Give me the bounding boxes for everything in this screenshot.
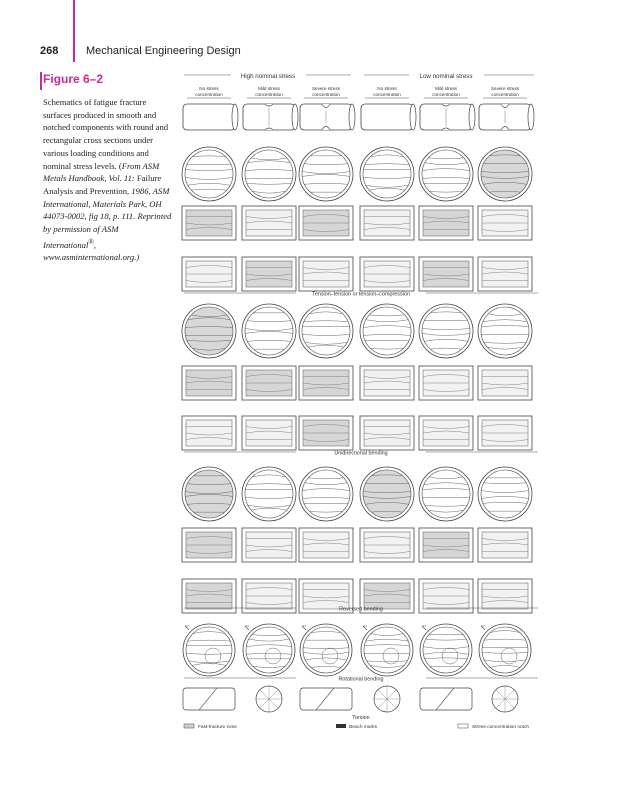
unibend-rect-b-5 <box>419 416 473 450</box>
unibend-round-6 <box>478 304 532 358</box>
legend-swatch-beach-marks <box>336 724 346 728</box>
tension-rect-a-6 <box>478 206 532 240</box>
section-face <box>246 261 292 287</box>
legend-beach-marks: Beach marks <box>349 725 377 730</box>
tension-rect-b-6 <box>478 257 532 291</box>
rotbend-round-1 <box>183 624 235 676</box>
figure-caption: Schematics of fatigue fracture surfaces produced in smooth and notched components with round and rectangular cross sections under various loading conditions and nominal stress levels. (From ASM Metals Handbook, Vol. 11: Failure Analysis and Prevention, 1986, ASM International, Materials Park, OH 44073-0002, fig 18, p. 111. Reprinted by permission of ASM International®, www.asminternational.org.) <box>43 97 172 263</box>
unibend-rect-a-5 <box>419 366 473 400</box>
specimen-sketch <box>243 104 298 130</box>
section-face <box>482 627 528 673</box>
tension-rect-b-3 <box>299 257 353 291</box>
section-label-reversed: Reversed bending <box>339 606 383 613</box>
section-face <box>481 307 529 355</box>
section-face <box>364 370 410 396</box>
rotbend-round-2 <box>243 624 295 676</box>
section-face <box>423 532 469 558</box>
column-header-2: Mild stress <box>258 86 280 91</box>
column-header-4-line2: concentration <box>373 92 401 97</box>
column-header-1-line2: concentration <box>195 92 223 97</box>
section-face <box>303 370 349 396</box>
unibend-round-5 <box>419 304 473 358</box>
rotation-arrow <box>302 626 306 630</box>
section-face <box>246 532 292 558</box>
specimen-end <box>469 104 475 130</box>
section-face <box>364 210 410 236</box>
column-header-5-line2: concentration <box>432 92 460 97</box>
section-face <box>246 420 292 446</box>
torsion-bar <box>183 688 235 710</box>
tension-round-1 <box>182 147 236 201</box>
tension-round-6 <box>478 147 532 201</box>
unibend-rect-b-4 <box>360 416 414 450</box>
tension-rect-b-4 <box>360 257 414 291</box>
section-face <box>364 583 410 609</box>
revbend-round-3 <box>299 467 353 521</box>
section-face <box>185 150 233 198</box>
specimen-end <box>292 104 298 130</box>
tension-round-4 <box>360 147 414 201</box>
unibend-rect-b-6 <box>478 416 532 450</box>
unibend-round-4 <box>360 304 414 358</box>
section-face <box>186 627 232 673</box>
section-face <box>245 307 293 355</box>
section-face <box>303 532 349 558</box>
tension-rect-b-1 <box>182 257 236 291</box>
tension-rect-a-5 <box>419 206 473 240</box>
revbend-rect-a-4 <box>360 528 414 562</box>
rotbend-round-3 <box>300 624 352 676</box>
column-header-3: Severe stress <box>311 86 341 91</box>
section-face <box>302 307 350 355</box>
unibend-rect-a-1 <box>182 366 236 400</box>
column-header-6: Severe stress <box>490 86 520 91</box>
figure-accent-bar <box>40 72 42 90</box>
section-face <box>186 210 232 236</box>
revbend-round-6 <box>478 467 532 521</box>
specimen-end <box>410 104 416 130</box>
section-face <box>364 627 410 673</box>
revbend-rect-a-6 <box>478 528 532 562</box>
revbend-round-5 <box>419 467 473 521</box>
revbend-rect-a-1 <box>182 528 236 562</box>
legend-fast-fracture: Fast-fracture zone <box>198 725 237 730</box>
torsion-bar <box>420 688 472 710</box>
legend-notch: Stress-concentration notch <box>472 725 530 730</box>
section-face <box>423 261 469 287</box>
specimen-sketch <box>300 104 355 130</box>
section-face <box>422 150 470 198</box>
section-face <box>303 261 349 287</box>
section-face <box>302 150 350 198</box>
column-header-4: No stress <box>377 86 397 91</box>
specimen-body <box>361 104 413 130</box>
specimen-sketch <box>420 104 475 130</box>
section-face <box>302 470 350 518</box>
tension-round-2 <box>242 147 296 201</box>
revbend-rect-a-5 <box>419 528 473 562</box>
section-face <box>481 470 529 518</box>
unibend-rect-b-3 <box>299 416 353 450</box>
section-face <box>482 370 528 396</box>
section-label-unidirectional: Unidirectional bending <box>334 450 388 457</box>
section-face <box>185 307 233 355</box>
unibend-rect-a-4 <box>360 366 414 400</box>
column-header-3-line2: concentration <box>312 92 340 97</box>
unibend-rect-a-3 <box>299 366 353 400</box>
revbend-rect-a-2 <box>242 528 296 562</box>
section-label-rotational: Rotational bending <box>338 676 384 683</box>
tension-rect-a-4 <box>360 206 414 240</box>
specimen-sketch <box>361 104 416 130</box>
revbend-rect-a-3 <box>299 528 353 562</box>
section-face <box>481 150 529 198</box>
specimen-end <box>232 104 238 130</box>
specimen-sketch <box>183 104 238 130</box>
section-face <box>186 420 232 446</box>
torsion-specimen-2 <box>256 686 282 712</box>
tension-rect-b-5 <box>419 257 473 291</box>
column-header-2-line2: concentration <box>255 92 283 97</box>
column-header-6-line2: concentration <box>491 92 519 97</box>
section-label-torsion: Torsion <box>352 715 370 721</box>
revbend-round-2 <box>242 467 296 521</box>
section-face <box>185 470 233 518</box>
rotation-arrow <box>185 626 189 630</box>
rotation-arrow <box>245 626 249 630</box>
section-face <box>364 420 410 446</box>
tension-rect-a-3 <box>299 206 353 240</box>
specimen-end <box>528 104 534 130</box>
torsion-specimen-6 <box>492 686 518 712</box>
section-face <box>246 627 292 673</box>
rotation-arrow <box>481 626 485 630</box>
tension-round-5 <box>419 147 473 201</box>
rotbend-round-5 <box>420 624 472 676</box>
specimen-sketch <box>479 104 534 130</box>
revbend-round-1 <box>182 467 236 521</box>
torsion-specimen-5 <box>420 688 472 710</box>
section-face <box>423 210 469 236</box>
figure-label: Figure 6–2 <box>43 72 104 86</box>
column-header-5: Mild stress <box>435 86 457 91</box>
specimen-end <box>349 104 355 130</box>
tension-rect-a-1 <box>182 206 236 240</box>
torsion-bar <box>300 688 352 710</box>
section-face <box>303 627 349 673</box>
group-label-low: Low nominal stress <box>419 73 473 80</box>
revbend-round-4 <box>360 467 414 521</box>
legend-swatch-fast-fracture <box>184 724 194 728</box>
page-number: 268 <box>40 45 59 57</box>
torsion-specimen-3 <box>300 688 352 710</box>
tension-round-3 <box>299 147 353 201</box>
torsion-specimen-1 <box>183 688 235 710</box>
unibend-rect-a-6 <box>478 366 532 400</box>
section-face <box>363 470 411 518</box>
unibend-round-3 <box>299 304 353 358</box>
unibend-rect-b-1 <box>182 416 236 450</box>
running-title: Mechanical Engineering Design <box>86 45 241 57</box>
unibend-rect-a-2 <box>242 366 296 400</box>
section-face <box>303 583 349 609</box>
column-header-1: No stress <box>199 86 219 91</box>
section-face <box>186 583 232 609</box>
section-face <box>363 150 411 198</box>
rotation-arrow <box>422 626 426 630</box>
unibend-rect-b-2 <box>242 416 296 450</box>
rotbend-round-4 <box>361 624 413 676</box>
section-face <box>422 307 470 355</box>
section-face <box>245 470 293 518</box>
specimen-body <box>183 104 235 130</box>
section-face <box>482 583 528 609</box>
section-face <box>245 150 293 198</box>
torsion-specimen-4 <box>374 686 400 712</box>
section-face <box>186 370 232 396</box>
section-face <box>363 307 411 355</box>
legend-swatch-notch <box>458 724 468 728</box>
section-face <box>423 420 469 446</box>
rotation-arrow <box>363 626 367 630</box>
rotbend-round-6 <box>479 624 531 676</box>
section-face <box>482 532 528 558</box>
section-face <box>482 261 528 287</box>
section-face <box>422 470 470 518</box>
unibend-round-2 <box>242 304 296 358</box>
section-face <box>246 210 292 236</box>
group-label-high: High nominal stress <box>240 73 296 80</box>
tension-rect-b-2 <box>242 257 296 291</box>
header-rule <box>73 0 75 62</box>
fatigue-schematic-figure <box>176 60 546 750</box>
section-face <box>423 627 469 673</box>
tension-rect-a-2 <box>242 206 296 240</box>
section-label-tension: Tension–tension or tension–compression <box>312 291 410 298</box>
unibend-round-1 <box>182 304 236 358</box>
